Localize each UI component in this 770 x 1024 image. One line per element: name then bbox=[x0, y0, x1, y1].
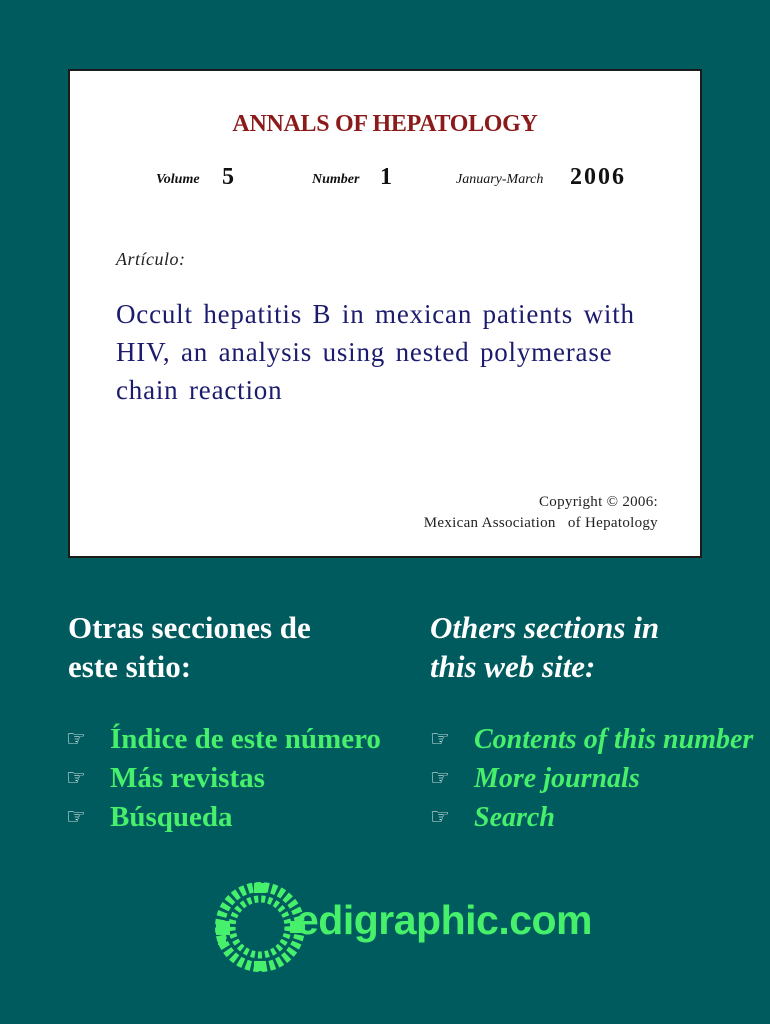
volume-label: Volume bbox=[156, 172, 200, 187]
links-es bbox=[66, 720, 381, 837]
link-label: Search bbox=[474, 801, 555, 833]
link-indice[interactable] bbox=[66, 720, 381, 759]
issue-info bbox=[70, 166, 700, 196]
pointing-hand-icon: ☞ bbox=[66, 766, 86, 791]
link-more-journals[interactable] bbox=[430, 759, 753, 798]
pointing-hand-icon: ☞ bbox=[66, 805, 86, 830]
article-label: Artículo: bbox=[116, 249, 186, 269]
journal-title: ANNALS OF HEPATOLOGY bbox=[232, 111, 538, 137]
link-label: More journals bbox=[474, 762, 640, 794]
link-search[interactable] bbox=[430, 798, 753, 837]
pointing-hand-icon: ☞ bbox=[430, 727, 450, 752]
link-contents[interactable] bbox=[430, 720, 753, 759]
number-label: Number bbox=[312, 172, 360, 187]
copyright-holder: Mexican Association of Hepatology bbox=[423, 515, 658, 531]
article-title: Occult hepatitis B in mexican patients with HIV, an analysis using nested polymerase chain reaction bbox=[116, 299, 635, 405]
link-mas-revistas[interactable] bbox=[66, 759, 381, 798]
logo-text: edigraphic.com bbox=[296, 897, 593, 943]
pointing-hand-icon: ☞ bbox=[430, 766, 450, 791]
year-value: 2006 bbox=[570, 164, 626, 190]
sections-heading-en bbox=[430, 608, 659, 686]
link-label: Índice de este número bbox=[110, 723, 381, 755]
heading-es-line: este sitio: bbox=[68, 649, 192, 684]
heading-en-line: this web site: bbox=[430, 649, 596, 684]
link-label: Más revistas bbox=[110, 762, 265, 794]
medigraphic-logo[interactable] bbox=[214, 881, 614, 976]
number-value: 1 bbox=[380, 164, 392, 190]
link-label: Búsqueda bbox=[110, 801, 233, 833]
heading-en-line: Others sections in bbox=[430, 610, 660, 645]
pointing-hand-icon: ☞ bbox=[430, 805, 450, 830]
copyright-line: Copyright © 2006: bbox=[539, 494, 658, 510]
heading-es-line: Otras secciones de bbox=[68, 610, 311, 645]
medigraphic-logo-icon bbox=[214, 881, 306, 973]
links-en bbox=[430, 720, 753, 837]
period-label: January-March bbox=[456, 172, 544, 187]
copyright bbox=[424, 492, 658, 534]
pointing-hand-icon: ☞ bbox=[66, 727, 86, 752]
link-label: Contents of this number bbox=[474, 723, 754, 755]
volume-value: 5 bbox=[222, 164, 234, 190]
article-card bbox=[68, 69, 702, 558]
link-busqueda[interactable] bbox=[66, 798, 381, 837]
sections-heading-es bbox=[68, 608, 311, 686]
